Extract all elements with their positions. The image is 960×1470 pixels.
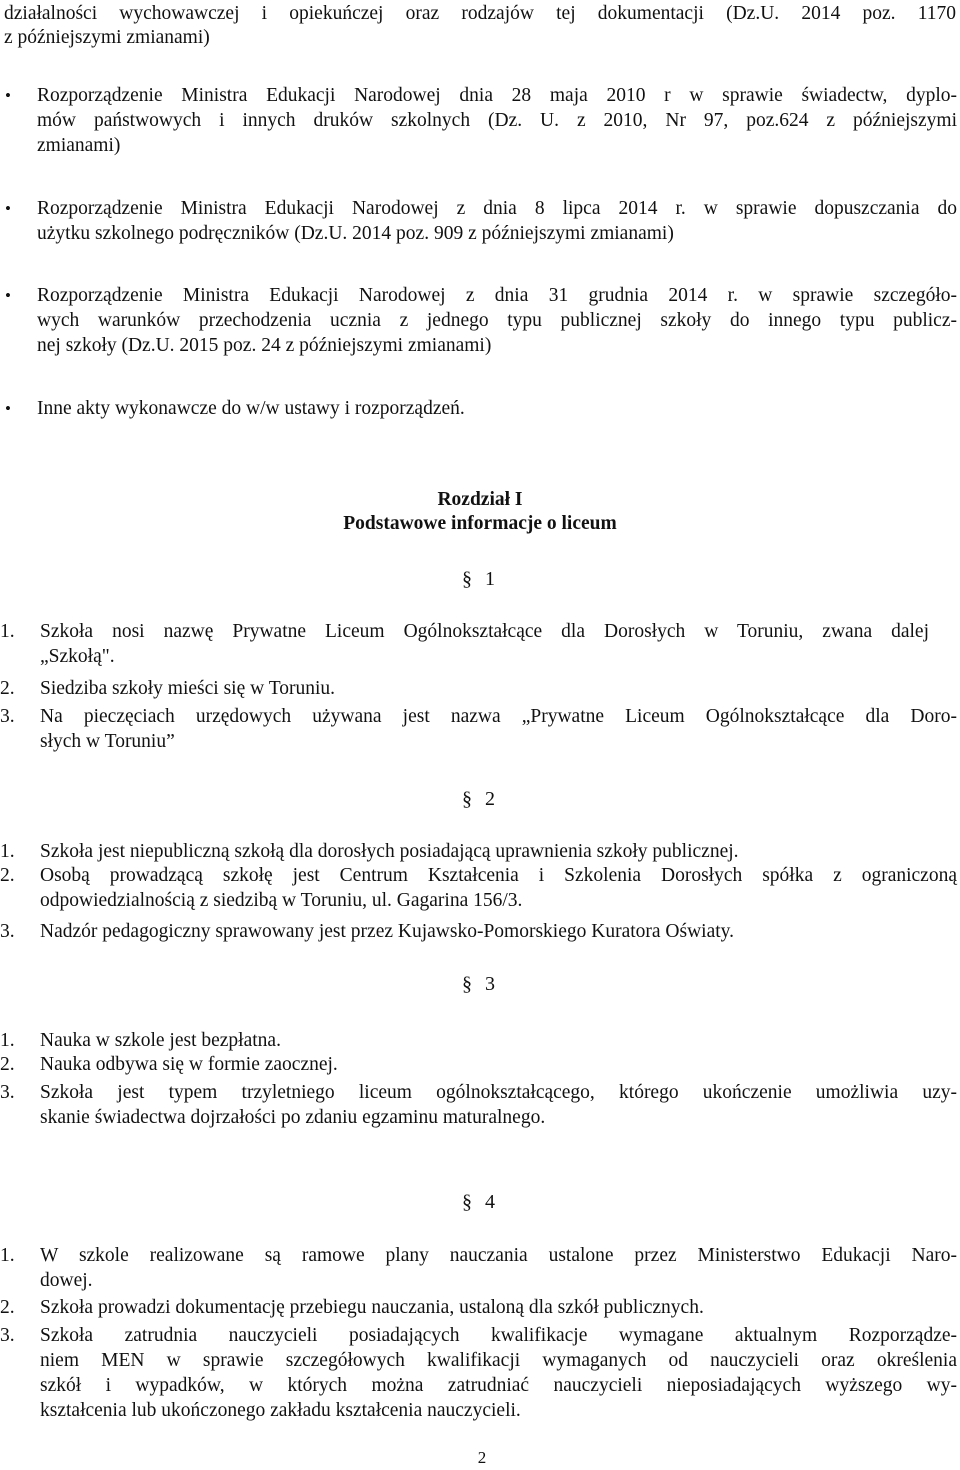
item-line: Siedziba szkoły mieści się w Toruniu. [40, 678, 336, 699]
item-line: odpowiedzialnością z siedzibą w Toruniu, ul. Gagarina 156/3. [40, 890, 523, 911]
item-number: 1. [0, 621, 15, 642]
item-number: 2. [0, 865, 15, 886]
page-number: 2 [477, 1448, 487, 1467]
section-number: 2 [485, 788, 495, 810]
item-line: Szkoła jest typem trzyletniego liceum ogólnokształcącego, którego ukończenie umożliwia uzy- [40, 1082, 957, 1103]
bullet-icon: • [5, 286, 11, 305]
item-line: W szkole realizowane są ramowe plany nauczania ustalone przez Ministerstwo Edukacji Naro- [40, 1245, 957, 1266]
bullet-line: użytku szkolnego podręczników (Dz.U. 2014 poz. 909 z późniejszymi zmianami) [37, 223, 674, 244]
item-line: Szkoła jest niepubliczną szkołą dla dorosłych posiadającą uprawnienia szkoły publicznej. [40, 841, 739, 862]
item-line: kształcenia lub ukończonego zakładu kształcenia nauczycieli. [40, 1400, 521, 1421]
bullet-line: nej szkoły (Dz.U. 2015 poz. 24 z późniejszymi zmianami) [37, 335, 492, 356]
item-line: Nauka odbywa się w formie zaocznej. [40, 1054, 338, 1075]
item-number: 3. [0, 706, 15, 727]
item-number: 1. [0, 1245, 15, 1266]
chapter-subtitle: Podstawowe informacje o liceum [343, 513, 617, 534]
bullet-icon: • [5, 399, 11, 418]
intro-line: z późniejszymi zmianami) [4, 27, 210, 48]
section-heading [462, 972, 495, 996]
item-line: dowej. [40, 1270, 93, 1291]
section-sign: § [462, 973, 472, 995]
item-line: niem MEN w sprawie szczegółowych kwalifikacji wymaganych od nauczycieli oraz określenia [40, 1350, 957, 1371]
item-line: słych w Toruniu” [40, 731, 175, 752]
item-line: „Szkołą". [40, 646, 115, 667]
bullet-line: Inne akty wykonawcze do w/w ustawy i rozporządzeń. [37, 398, 465, 419]
section-sign: § [462, 568, 472, 590]
section-number: 1 [485, 568, 495, 590]
item-number: 2. [0, 678, 15, 699]
item-number: 3. [0, 921, 15, 942]
bullet-line: Rozporządzenie Ministra Edukacji Narodowej dnia 28 maja 2010 r w sprawie świadectw, dyplo- [37, 85, 957, 106]
section-heading [462, 567, 495, 591]
bullet-icon: • [5, 199, 11, 218]
bullet-line: mów państwowych i innych druków szkolnych (Dz. U. z 2010, Nr 97, poz.624 z późniejszymi [37, 110, 957, 131]
item-line: skanie świadectwa dojrzałości po zdaniu egzaminu maturalnego. [40, 1107, 546, 1128]
item-number: 2. [0, 1054, 15, 1075]
bullet-line: Rozporządzenie Ministra Edukacji Narodowej z dnia 31 grudnia 2014 r. w sprawie szczegóło- [37, 285, 957, 306]
chapter-title: Rozdział I [437, 489, 523, 510]
bullet-line: wych warunków przechodzenia ucznia z jednego typu publicznej szkoły do innego typu publicz- [37, 310, 957, 331]
item-number: 2. [0, 1297, 15, 1318]
bullet-icon: • [5, 86, 11, 105]
bullet-line: Rozporządzenie Ministra Edukacji Narodowej z dnia 8 lipca 2014 r. w sprawie dopuszczania do [37, 198, 957, 219]
item-number: 3. [0, 1325, 15, 1346]
section-sign: § [462, 1191, 472, 1213]
intro-line: działalności wychowawczej i opiekuńczej oraz rodzajów tej dokumentacji (Dz.U. 2014 poz. 1170 [4, 3, 956, 24]
item-line: Nadzór pedagogiczny sprawowany jest przez Kujawsko-Pomorskiego Kuratora Oświaty. [40, 921, 735, 942]
item-line: szkół i wypadków, w których można zatrudniać nauczycieli nieposiadających wyższego wy- [40, 1375, 957, 1396]
section-number: 4 [485, 1191, 495, 1213]
section-heading [462, 1190, 495, 1214]
item-line: Szkoła zatrudnia nauczycieli posiadających kwalifikacje wymagane aktualnym Rozporządze- [40, 1325, 957, 1346]
item-line: Nauka w szkole jest bezpłatna. [40, 1030, 281, 1051]
section-heading [462, 787, 495, 811]
item-number: 3. [0, 1082, 15, 1103]
section-number: 3 [485, 973, 495, 995]
bullet-line: zmianami) [37, 135, 121, 156]
item-number: 1. [0, 1030, 15, 1051]
item-line: Szkoła prowadzi dokumentację przebiegu nauczania, ustaloną dla szkół publicznych. [40, 1297, 704, 1318]
item-line: Osobą prowadzącą szkołę jest Centrum Kształcenia i Szkolenia Dorosłych spółka z ograniczoną [40, 865, 957, 886]
section-sign: § [462, 788, 472, 810]
item-number: 1. [0, 841, 15, 862]
item-line: Szkoła nosi nazwę Prywatne Liceum Ogólnokształcące dla Dorosłych w Toruniu, zwana dalej [40, 621, 929, 642]
item-line: Na pieczęciach urzędowych używana jest nazwa „Prywatne Liceum Ogólnokształcące dla Doro- [40, 706, 957, 727]
